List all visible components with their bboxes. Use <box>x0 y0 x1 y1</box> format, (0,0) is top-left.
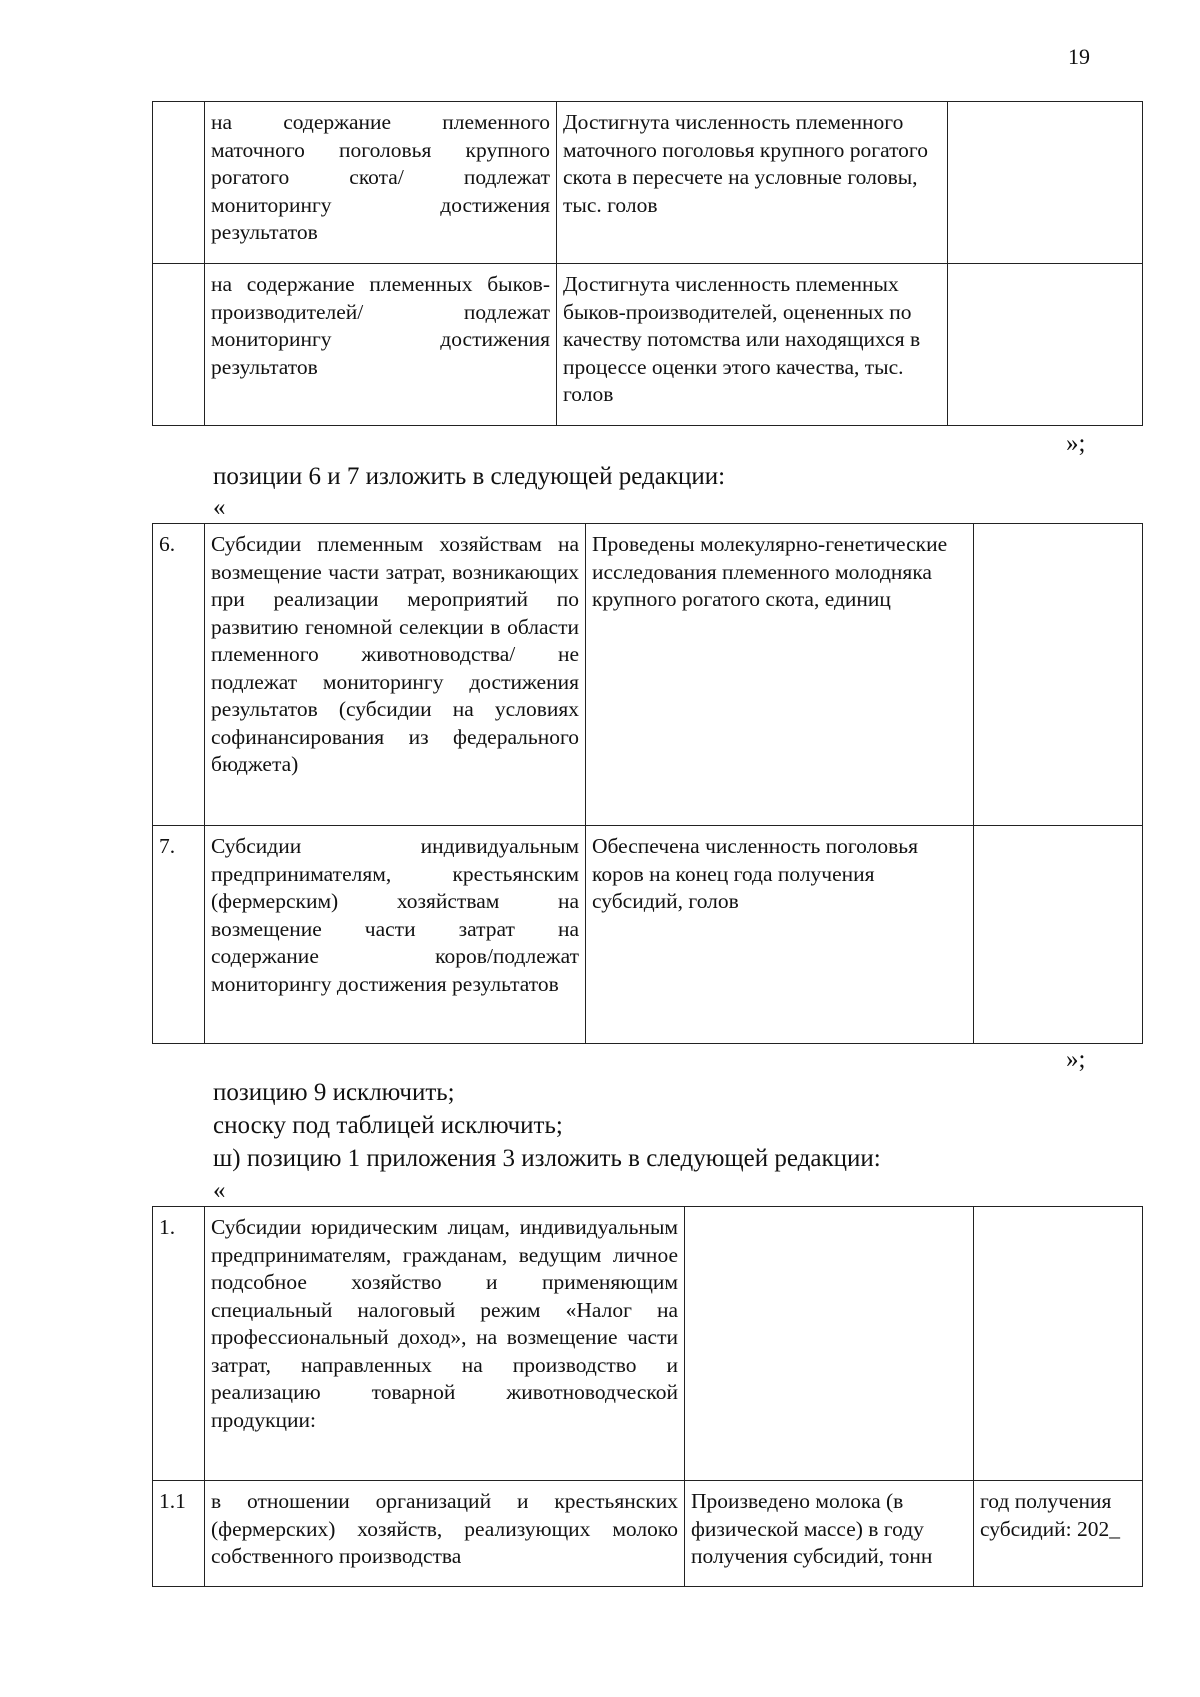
instruction-text: позиции 6 и 7 изложить в следующей редакции: <box>213 463 726 490</box>
row-extra <box>948 102 1143 264</box>
closing-quote: »; <box>1066 1046 1086 1073</box>
row-description: на содержание племенного маточного поголовья крупного рогатого скота/ подлежат мониторингу достижения результатов <box>205 102 557 264</box>
row-description: на содержание племенных быков-производителей/ подлежат мониторингу достижения результатов <box>205 264 557 426</box>
row-number: 1. <box>153 1207 205 1481</box>
row-number: 6. <box>153 524 205 826</box>
opening-quote: « <box>213 1177 226 1204</box>
row-description: Субсидии племенным хозяйствам на возмещение части затрат, возникающих при реализации мероприятий по развитию геномной селекции в области племенного животноводства/ не подлежат мониторингу достижения результатов (субсидии на условиях софинансирования из федерального бюджета) <box>205 524 586 826</box>
row-extra <box>948 264 1143 426</box>
opening-quote: « <box>213 494 226 521</box>
table-row <box>153 826 1143 1044</box>
table-row <box>153 524 1143 826</box>
instruction-text: позицию 9 исключить; <box>213 1079 455 1106</box>
row-number: 7. <box>153 826 205 1044</box>
row-description: Субсидии юридическим лицам, индивидуальным предпринимателям, гражданам, ведущим личное подсобное хозяйство и применяющим специальный налоговый режим «Налог на профессиональный доход», на возмещение части затрат, направленных на производство и реализацию товарной животноводческой продукции: <box>205 1207 685 1481</box>
instruction-text: ш) позицию 1 приложения 3 изложить в следующей редакции: <box>213 1145 881 1172</box>
row-extra <box>974 524 1143 826</box>
row-extra <box>974 826 1143 1044</box>
row-description: в отношении организаций и крестьянских (фермерских) хозяйств, реализующих молоко собственного производства <box>205 1481 685 1587</box>
table-2 <box>152 523 1143 1044</box>
row-description: Субсидии индивидуальным предпринимателям, крестьянским (фермерским) хозяйствам на возмещение части затрат на содержание коров/подлежат мониторингу достижения результатов <box>205 826 586 1044</box>
row-result <box>685 1207 974 1481</box>
page-number: 19 <box>1068 44 1090 69</box>
instruction-text: сноску под таблицей исключить; <box>213 1112 563 1139</box>
row-result: Обеспечена численность поголовья коров на конец года получения субсидий, голов <box>586 826 974 1044</box>
row-result: Произведено молока (в физической массе) в году получения субсидий, тонн <box>685 1481 974 1587</box>
row-extra: год получения субсидий: 202_ <box>974 1481 1143 1587</box>
row-number <box>153 264 205 426</box>
table-1 <box>152 101 1143 426</box>
row-number <box>153 102 205 264</box>
row-result: Проведены молекулярно-генетические исследования племенного молодняка крупного рогатого скота, единиц <box>586 524 974 826</box>
row-extra <box>974 1207 1143 1481</box>
table-row <box>153 102 1143 264</box>
row-number: 1.1 <box>153 1481 205 1587</box>
closing-quote: »; <box>1066 430 1086 457</box>
table-row <box>153 264 1143 426</box>
table-row <box>153 1207 1143 1481</box>
row-result: Достигнута численность племенных быков-производителей, оцененных по качеству потомства или находящихся в процессе оценки этого качества, тыс. голов <box>557 264 948 426</box>
table-3 <box>152 1206 1143 1587</box>
table-row <box>153 1481 1143 1587</box>
row-result: Достигнута численность племенного маточного поголовья крупного рогатого скота в пересчете на условные головы, тыс. голов <box>557 102 948 264</box>
